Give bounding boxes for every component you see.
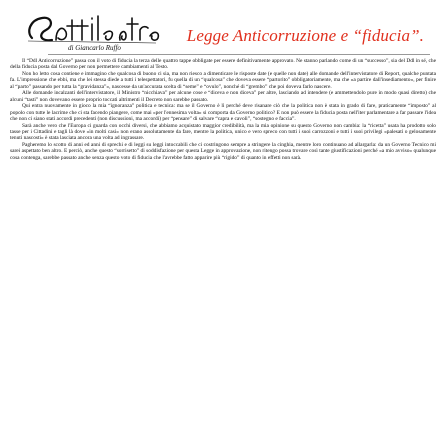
byline: di Giancarlo Ruffo bbox=[68, 44, 121, 52]
masthead bbox=[8, 4, 438, 62]
headline: Legge Anticorruzione e “fiducia”. bbox=[186, 26, 424, 45]
paragraph: Il “Ddl Anticorruzione” passa con il voto di fiducia la terza delle quattro tappe obbligate per essere definitivamente approvato. Ne stanno parlando come di un “successo”, sia del Ddl in sé, che della fiducia posta dal Governo per non permettere cambiamenti al Testo. bbox=[10, 58, 436, 71]
article-body bbox=[10, 58, 436, 442]
column-logo bbox=[22, 10, 162, 46]
paragraph: Qui entra nuovamente in gioco la mia “ignoranza” politica e tecnica: ma se il Governo è lì perché deve risanare ciò che la politica non è stata in grado di fare, praticamente “imposto” al popolo con tutte le lacrime che ci sta facendo piangere, come mai «per l'ennesima volta» si comporta da Governo politico? E non può essere la fiducia posta nell'iter parlamentare a far passare l'idea che non ci siano stati accordi precedenti (non discussioni, ma accordi) per “pensare” di salvare “capra e cavoli”, “sostegno e faccia”. bbox=[10, 103, 436, 123]
divider bbox=[48, 54, 430, 55]
paragraph: Pagheremo lo scotto di anni ed anni di sprechi e di leggi su leggi intoccabili che ci costringono sempre a stringere la cinghia, mentre loro continuano ad allargarla: da un Governo Tecnico mi sarei aspettato ben altro. E perciò, anche questo “sorrisetto” di soddisfazione per questa Legge in approvazione, non ritengo possa trovare così tante giustificazioni perché «a mio avviso» qualunque cosa contenga, sarebbe passato anche senza questo voto di fiducia che l'avrebbe fatto apparire più “rigido” di quanto in effetti non sarà. bbox=[10, 141, 436, 161]
paragraph: Non ho letto cosa contiene e immagino che qualcosa di buono ci sia, ma non riesco a dimenticare le risposte date (e quelle non date) alle domande dell'intervistatore di Report, qualche puntata fa. L'impressione che ebbi, ma che lei stessa diede a tutti i telespettatori, fu quella di un “qualcosa” che doveva essere “partorito” obbligatoriamente, ma che «a partire dall'insediamento», per finire al “parto” passando per tutta la “gravidanza”», nascesse da un'accurata scelta di “seme” e “ovulo”, nonché di “grembo” che poi doveva farlo nascere. bbox=[10, 70, 436, 90]
paragraph: Alle domande incalzanti dell'intervistatore, il Ministro “nicchiava” per alcune cose e “diceva e non diceva” per altre, lasciando ad intendere (e ammettendolo pure in modo quasi diretto) che alcuni “tasti” non dovevano essere proprio toccati altrimenti il Decreto non sarebbe passato. bbox=[10, 90, 436, 103]
paragraph: Sarà anche vero che l'Europa ci guarda con occhi diversi, che abbiamo acquistato maggior credibilità, ma la mia opinione su questo Governo non cambia: la “ricetta” usata ha prodotto solo tasse per i Cittadini e tagli là dove «in molti casi» non erano assolutamente da fare, mentre la politica, unico e vero spreco con tutti i suoi carrozzoni e tutti i suoi privilegi «palesati o gelosamente tenuti nascosti» è stata lasciata ancora una volta ad ingrassare. bbox=[10, 122, 436, 142]
